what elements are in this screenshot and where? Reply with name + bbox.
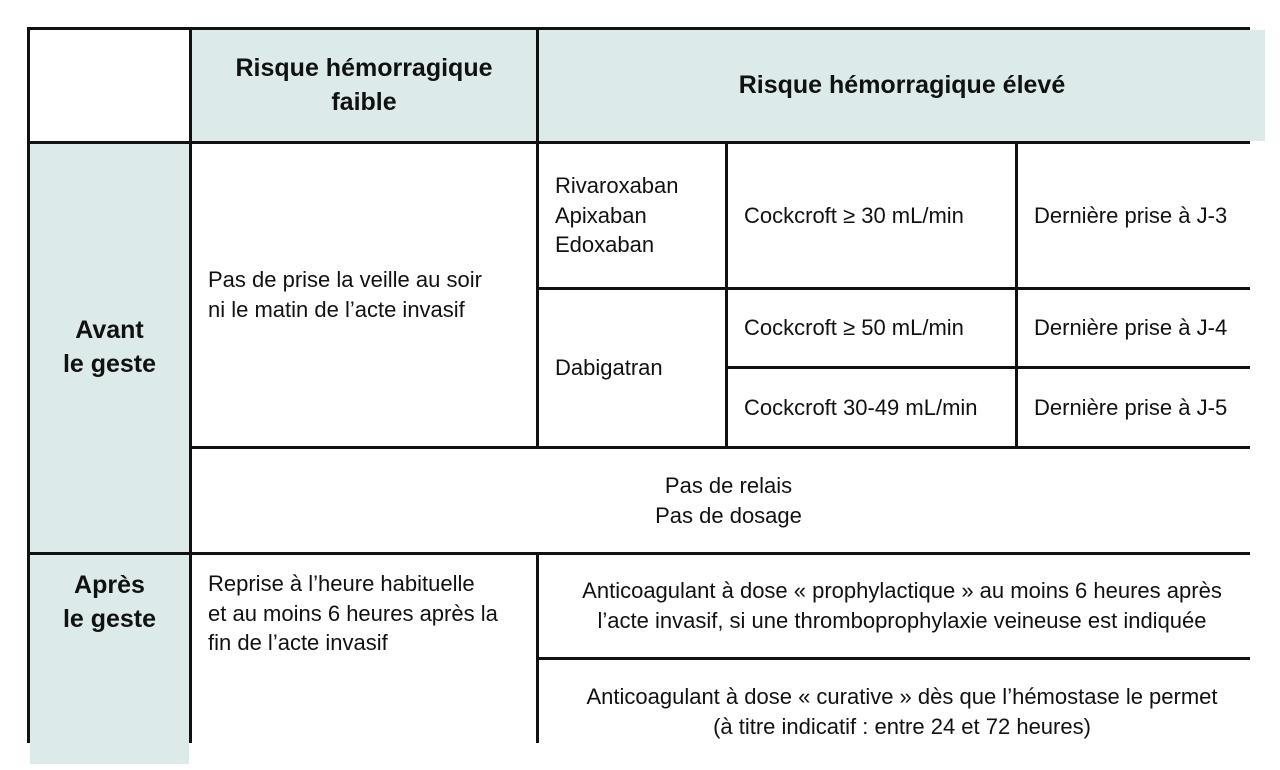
- header-low-risk: Risque hémorragique faible: [192, 30, 536, 141]
- drug-dabigatran: Dabigatran: [539, 290, 725, 446]
- drug-group-xabans: Rivaroxaban Apixaban Edoxaban: [539, 144, 725, 287]
- dabigatran-last-dose-j4: Dernière prise à J-4: [1018, 290, 1265, 366]
- anticoagulant-management-table: [27, 27, 1250, 743]
- header-high-risk: Risque hémorragique élevé: [539, 30, 1265, 141]
- corner-cell: [30, 30, 189, 141]
- group1-last-dose: Dernière prise à J-3: [1018, 144, 1265, 287]
- after-high-risk-curative: Anticoagulant à dose « curative » dès que l’hémostase le permet (à titre indicatif : entre 24 et 72 heures): [539, 660, 1265, 764]
- dabigatran-condition-high-clearance: Cockcroft ≥ 50 mL/min: [728, 290, 1015, 366]
- after-low-risk-text: Reprise à l’heure habituelle et au moins 6 heures après la fin de l’acte invasif: [192, 555, 536, 764]
- row-header-before: Avant le geste: [30, 144, 189, 552]
- group1-creatinine-condition: Cockcroft ≥ 30 mL/min: [728, 144, 1015, 287]
- dabigatran-condition-moderate-clearance: Cockcroft 30-49 mL/min: [728, 369, 1015, 446]
- row-header-after: Après le geste: [30, 555, 189, 764]
- before-low-risk-text: Pas de prise la veille au soir ni le matin de l’acte invasif: [192, 144, 536, 446]
- dabigatran-last-dose-j5: Dernière prise à J-5: [1018, 369, 1265, 446]
- after-high-risk-prophylactic: Anticoagulant à dose « prophylactique » au moins 6 heures après l’acte invasif, si une thromboprophylaxie veineuse est indiquée: [539, 555, 1265, 657]
- before-common-note: Pas de relais Pas de dosage: [192, 449, 1265, 552]
